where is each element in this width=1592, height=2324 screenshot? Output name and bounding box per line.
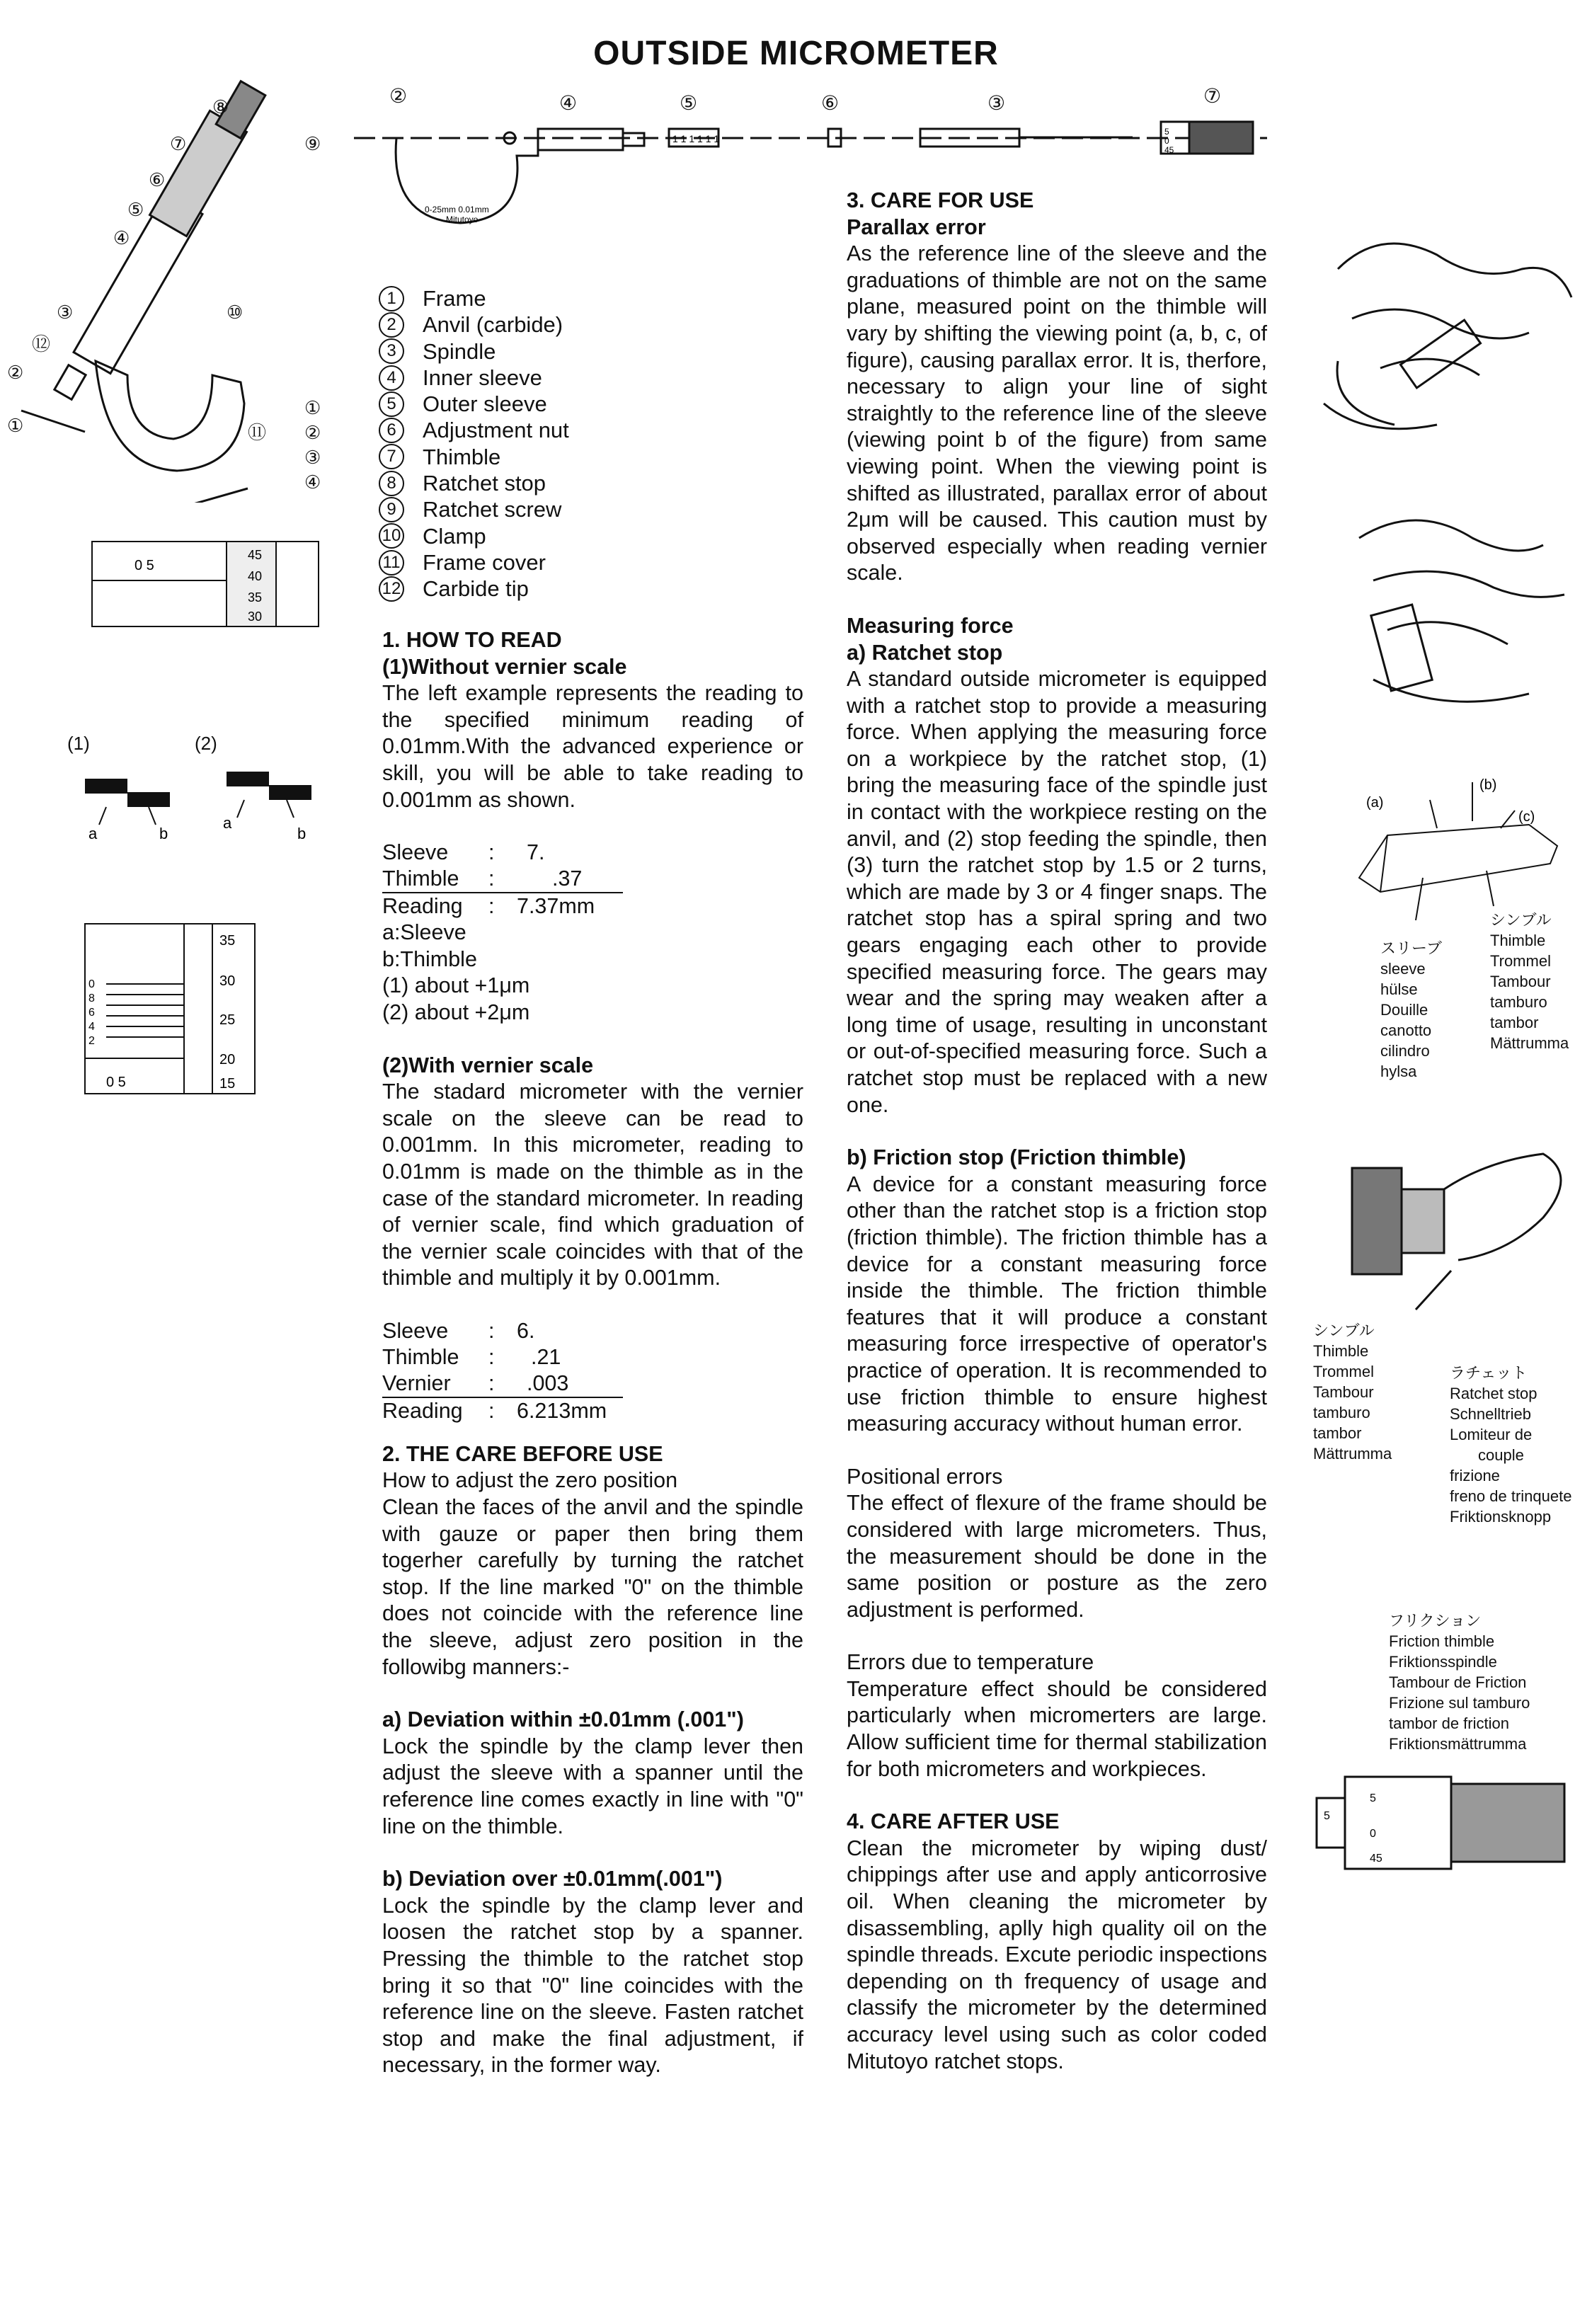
friction-stop-text: A device for a constant measuring force other than the ratchet stop is a friction stop (friction thimble). The friction thimble has a device for a constant measuring force inside the thimble. The friction thimble features that it will produce a constant measuring force irrespective of operator's practice of operation. It is recommended to use friction thimble to ensure highest measuring accuracy without human error. [847, 1172, 1267, 1436]
svg-text:4: 4 [88, 1021, 95, 1033]
list-item: 9 Ratchet screw [379, 496, 569, 522]
sleeve-multilingual-label: スリーブ sleeve hülse Douille canotto cilindro hylsa [1380, 939, 1442, 1080]
callout-list-2: ② [304, 422, 321, 443]
callout-9: ⑨ [304, 133, 321, 154]
svg-text:0: 0 [1164, 136, 1169, 146]
list-item: 6 Adjustment nut [379, 417, 569, 443]
hand-holding-micrometer-illustration [1295, 212, 1586, 453]
svg-text:(c): (c) [1518, 809, 1535, 825]
list-item: 5 Outer sleeve [379, 391, 569, 417]
parallax-text: As the reference line of the sleeve and the graduations of thimble are not on the same plane, measured point on the thimble will vary by shifting the viewing point (a, b, c, of figure), causing parallax error. It is, therfore, necessary to align your line of sight straightly to the reference line of the sleeve (viewing point b of the figure) from same viewing point. When the viewing point is shifted as illustrated, parallax error of about 2μm will be caused. This caution must by observed especially when reading vernier scale. [847, 241, 1267, 585]
care-after-use-text: Clean the micrometer by wiping dust/ chippings after use and apply anticorrosive oil. When cleaning the micrometer by disassembling, aplly high quality oil on the spindle threads. Excute periodic inspections depending on th frequency of usage and classify the micrometer by the determined accuracy level using such as color coded Mitutoyo ratchet stops. [847, 1836, 1267, 2073]
vernier-reading-figure [78, 917, 290, 1101]
vernier-fig-1-2 [78, 765, 319, 849]
frame-print-range: 0-25mm 0.01mm [425, 205, 489, 214]
frame-shape [96, 361, 244, 471]
callout-8: ⑧ [212, 96, 229, 118]
list-item: 2 Anvil (carbide) [379, 311, 569, 338]
care-after-use-heading: 4. CARE AFTER USE [847, 1809, 1060, 1834]
zero-position-subheading: How to adjust the zero position [382, 1468, 678, 1493]
callout-10: ⑩ [227, 302, 244, 323]
callout-3: ③ [57, 302, 74, 323]
callout-5: ⑤ [127, 199, 144, 220]
svg-text:6: 6 [88, 1007, 95, 1019]
list-item: 11 Frame cover [379, 549, 569, 576]
deviation-within-text: Lock the spindle by the clamp lever then adjust the sleeve with a spanner until the reference line comes exactly in line with "0" line on the thimble. [382, 1734, 803, 1838]
without-vernier-heading: (1)Without vernier scale [382, 654, 627, 679]
friction-thimble-illustration [1310, 1770, 1579, 1876]
svg-text:(b): (b) [1479, 777, 1497, 793]
svg-text:a: a [88, 825, 98, 842]
with-vernier-text: The stadard micrometer with the vernier scale on the sleeve can be read to 0.001mm. In this micrometer, reading to 0.01mm is made on the thimble as in the case of the standard micrometer. In reading of vernier scale, find which graduation of the vernier scale coincides with that of the thimble and multiply it by 0.001mm. [382, 1080, 803, 1290]
column-right-text [847, 188, 1267, 2075]
friction-multilingual-label: フリクション Friction thimble Friktionsspindle Tambour de Friction Frizione sul tamburo tambor de friction Friktionsmättrumma [1389, 1612, 1530, 1753]
thimble-piece-scale: 5 [1164, 127, 1169, 137]
list-item: 8 Ratchet stop [379, 470, 569, 496]
ratchet-stop-text: A standard outside micrometer is equipped with a ratchet stop to provide a measuring force. When applying the measuring force on a workpiece by the ratchet stop, (1) bring the measuring face of the spindle just in contact with the workpiece resting on the anvil, and (2) stop feeding the spindle, then (3) turn the ratchet stop by 1.5 or 2 turns, which are made by 3 or 4 finger snaps. The ratchet stop has a spiral spring and two gears engaging each other to provide specified measuring force. The gears may wear and the spring may weaken after a long time of usage, resulting in unconstant or out-of-specified measuring force. Such a ratchet stop must be replaced with a new one. [847, 667, 1267, 1117]
without-vernier-text: The left example represents the reading to the specified minimum reading of 0.01mm.With the advanced experience or skill, you will be able to take reading to 0.001mm as shown. [382, 681, 803, 812]
callout-4: ④ [113, 227, 130, 248]
callout-list-3: ③ [304, 447, 321, 468]
fingers-turning-thimble-illustration [1331, 496, 1586, 729]
deviation-within-heading: a) Deviation within ±0.01mm (.001") [382, 1707, 744, 1732]
callout-2: ② [7, 362, 24, 383]
anvil-shape [55, 365, 86, 400]
callout-6: ⑥ [149, 169, 166, 190]
svg-text:45: 45 [1370, 1853, 1382, 1865]
zero-position-text: Clean the faces of the anvil and the spindle with gauze or paper then bring them togerher carefully by turning the ratchet stop. If the line marked "0" on the thimble does not coincide with the reference line the sleeve, adjust zero position in the followibg manners:- [382, 1495, 803, 1679]
svg-text:(a): (a) [1366, 795, 1384, 811]
care-before-use-heading: 2. THE CARE BEFORE USE [382, 1441, 663, 1466]
list-item: 10 Clamp [379, 523, 569, 549]
side-callout-6: ⑥ [821, 92, 840, 114]
temperature-errors-heading: Errors due to temperature [847, 1650, 1094, 1675]
list-item: 4 Inner sleeve [379, 365, 569, 391]
svg-text:0: 0 [88, 978, 95, 990]
care-for-use-heading: 3. CARE FOR USE [847, 188, 1034, 212]
side-callout-5: ⑤ [680, 92, 698, 114]
measuring-force-heading: Measuring force [847, 613, 1014, 638]
svg-text:35: 35 [219, 933, 236, 949]
positional-errors-text: The effect of flexure of the frame should be considered with large micrometers. Thus, the measurement should be done in the same position or posture as the zero adjustment is performed. [847, 1491, 1267, 1622]
note-sleeve: a:Sleeve [382, 920, 466, 945]
svg-text:0 5: 0 5 [134, 558, 154, 573]
svg-text:45: 45 [1164, 145, 1174, 155]
micrometer-exploded-drawing [0, 71, 333, 503]
ratchet-stop-heading: a) Ratchet stop [847, 640, 1003, 665]
parallax-heading: Parallax error [847, 214, 986, 239]
side-callout-3: ③ [987, 92, 1006, 114]
svg-text:5: 5 [1324, 1810, 1330, 1822]
ratchet-multilingual-label: ラチェット Ratchet stop Schnelltrieb Lomiteur de couple frizione freno de trinquete Friktionsknopp [1450, 1364, 1572, 1526]
figure-2-label: (2) [195, 733, 217, 754]
svg-text:b: b [159, 825, 168, 842]
frame-print-brand: Mitutoyo [446, 214, 479, 224]
svg-text:25: 25 [219, 1012, 236, 1028]
note-about-2: (2) about +2μm [382, 1000, 530, 1024]
svg-text:a: a [223, 814, 232, 832]
parts-list [379, 285, 569, 602]
svg-text:0 5: 0 5 [106, 1075, 126, 1090]
list-item: 3 Spindle [379, 338, 569, 365]
friction-stop-heading: b) Friction stop (Friction thimble) [847, 1145, 1186, 1170]
ratchet-piece [1189, 122, 1253, 154]
svg-text:40: 40 [248, 569, 263, 583]
svg-text:2: 2 [88, 1035, 95, 1047]
list-item: 1 Frame [379, 285, 569, 311]
list-item: 7 Thimble [379, 444, 569, 470]
deviation-over-text: Lock the spindle by the clamp lever and loosen the ratchet stop by a spanner. Pressing the thimble to the ratchet stop bring it so that "0" line coincides with the reference line on the sleeve. Fasten ratchet stop and make the final adjustment, if necessary, in the former way. [382, 1893, 803, 2078]
side-callout-4: ④ [559, 92, 578, 114]
svg-text:30: 30 [219, 973, 236, 989]
callout-1: ① [7, 415, 24, 436]
sleeve-thimble-reading-figure [14, 527, 333, 648]
deviation-over-heading: b) Deviation over ±0.01mm(.001") [382, 1867, 723, 1891]
spindle-body [538, 129, 623, 150]
positional-errors-heading: Positional errors [847, 1464, 1003, 1489]
thimble-multilingual-label-2: シンブル Thimble Trommel Tambour tamburo tambor Mättrumma [1313, 1322, 1392, 1462]
how-to-read-heading: 1. HOW TO READ [382, 628, 562, 652]
list-item: 12 Carbide tip [379, 576, 569, 602]
outer-sleeve-marks: 1 1 1 1 1 1 [672, 133, 720, 144]
ratchet-stop-finger-illustration [1331, 1147, 1586, 1317]
column-left-text [382, 627, 803, 2079]
with-vernier-heading: (2)With vernier scale [382, 1053, 594, 1077]
callout-list-1: ① [304, 397, 321, 418]
callout-list-4: ④ [304, 471, 321, 493]
callout-12: ⑫ [32, 333, 51, 355]
svg-text:45: 45 [248, 548, 263, 562]
note-about-1: (1) about +1μm [382, 973, 530, 998]
note-thimble: b:Thimble [382, 946, 477, 971]
reading-table-1: Sleeve : 7. Thimble : .37 Reading : 7.37mm [382, 840, 623, 920]
svg-text:b: b [297, 825, 307, 842]
svg-text:30: 30 [248, 609, 263, 624]
page-title: OUTSIDE MICROMETER [593, 35, 999, 72]
figure-1-label: (1) [67, 733, 90, 754]
side-callout-2: ② [389, 85, 408, 107]
svg-text:0: 0 [1370, 1828, 1376, 1840]
callout-7: ⑦ [170, 133, 187, 154]
svg-text:20: 20 [219, 1052, 236, 1067]
reading-table-2: Sleeve : 6. Thimble : .21 Vernier : .003 Reading : 6.213mm [382, 1318, 623, 1424]
side-callout-7: ⑦ [1203, 85, 1222, 107]
svg-text:35: 35 [248, 590, 263, 605]
temperature-errors-text: Temperature effect should be considered particularly when micromerters are large. Allow sufficient time for thermal stabilization for both micrometers and workpieces. [847, 1676, 1267, 1781]
svg-text:5: 5 [1370, 1792, 1376, 1804]
svg-text:15: 15 [219, 1076, 236, 1092]
thimble-multilingual-label: シンブル Thimble Trommel Tambour tamburo tambor Mättrumma [1490, 911, 1569, 1052]
svg-text:8: 8 [88, 992, 95, 1004]
callout-11: ⑪ [248, 422, 267, 443]
